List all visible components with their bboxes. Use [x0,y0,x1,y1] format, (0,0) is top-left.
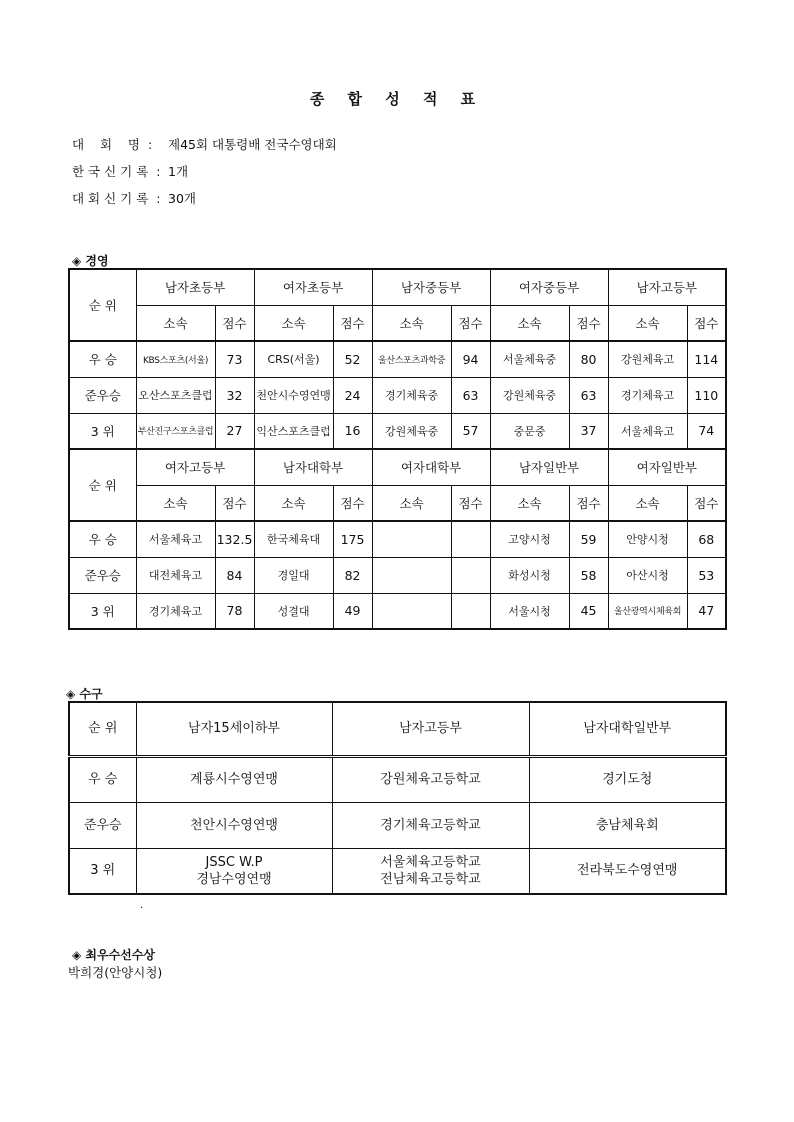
team-subheader: 소속 [372,485,451,521]
info-label: 대 회 명 : [72,137,153,152]
rank-cell: 3 위 [69,413,136,449]
division-header: 남자일반부 [490,449,608,485]
score-cell: 73 [215,341,254,377]
team-cell: 경기체육고 [136,593,215,629]
score-cell: 47 [687,593,726,629]
rank-cell: 우 승 [69,341,136,377]
score-subheader: 점수 [451,305,490,341]
waterpolo-results-table [68,701,727,895]
rank-header: 순 위 [69,449,136,521]
team-cell: 경일대 [254,557,333,593]
table-row [69,341,726,377]
team-cell: 대전체육고 [136,557,215,593]
info-row-meet-record [72,189,196,207]
score-cell: 80 [569,341,608,377]
division-header: 여자대학부 [372,449,490,485]
team-cell [136,848,332,894]
info-label: 한 국 신 기 록 : [72,164,161,179]
rank-cell: 우 승 [69,756,136,802]
rank-cell: 3 위 [69,593,136,629]
score-subheader: 점수 [569,305,608,341]
team-cell: 강원체육고 [608,341,687,377]
score-subheader: 점수 [215,485,254,521]
team-cell: 서울체육중 [490,341,569,377]
team-cell: 경기체육고등학교 [332,802,529,848]
table-row [69,413,726,449]
team-line: 경남수영연맹 [196,871,272,887]
team-cell: 강원체육중 [490,377,569,413]
score-cell [451,557,490,593]
team-line: 전남체육고등학교 [380,871,481,887]
team-cell: CRS(서울) [254,341,333,377]
info-row-national-record [72,162,188,180]
team-cell [332,848,529,894]
division-header: 남자15세이하부 [136,702,332,756]
info-value: 제45회 대통령배 전국수영대회 [168,137,337,152]
score-cell: 49 [333,593,372,629]
stray-mark: . [140,900,144,911]
swimming-heading: ◈ 경영 [72,254,109,268]
score-cell: 110 [687,377,726,413]
team-cell: 경기체육중 [372,377,451,413]
division-header: 남자고등부 [332,702,529,756]
page-title: 종 합 성 적 표 [309,90,485,108]
mvp-name: 박희경(안양시청) [68,965,163,980]
score-cell: 16 [333,413,372,449]
team-cell: 한국체육대 [254,521,333,557]
team-subheader: 소속 [254,485,333,521]
division-header: 남자대학부 [254,449,372,485]
rank-cell: 준우승 [69,802,136,848]
score-cell: 175 [333,521,372,557]
score-subheader: 점수 [333,485,372,521]
team-cell: 오산스포츠클럽 [136,377,215,413]
rank-cell: 준우승 [69,377,136,413]
score-cell: 53 [687,557,726,593]
team-cell: 충남체육회 [529,802,726,848]
team-cell: 전라북도수영연맹 [529,848,726,894]
division-header: 여자초등부 [254,269,372,305]
team-line: 서울체육고등학교 [380,854,481,870]
score-cell: 132.5 [215,521,254,557]
division-header: 남자대학일반부 [529,702,726,756]
team-cell: 성결대 [254,593,333,629]
rank-cell: 3 위 [69,848,136,894]
team-subheader: 소속 [254,305,333,341]
team-subheader: 소속 [490,305,569,341]
score-subheader: 점수 [569,485,608,521]
team-subheader: 소속 [372,305,451,341]
rank-header: 순 위 [69,269,136,341]
rank-cell: 준우승 [69,557,136,593]
division-header: 남자고등부 [608,269,726,305]
score-cell [451,521,490,557]
score-subheader: 점수 [215,305,254,341]
team-cell: 계룡시수영연맹 [136,756,332,802]
team-cell: 천안시수영연맹 [136,802,332,848]
team-cell: KBS스포츠(서울) [136,341,215,377]
team-cell: 아산시청 [608,557,687,593]
team-subheader: 소속 [608,485,687,521]
team-cell: 익산스포츠클럽 [254,413,333,449]
team-subheader: 소속 [608,305,687,341]
score-subheader: 점수 [333,305,372,341]
score-cell: 68 [687,521,726,557]
mvp-heading: ◈ 최우수선수상 [72,948,155,962]
score-cell: 63 [569,377,608,413]
info-value: 1개 [168,164,189,179]
score-cell: 74 [687,413,726,449]
team-subheader: 소속 [136,485,215,521]
score-subheader: 점수 [451,485,490,521]
team-cell: 강원체육고등학교 [332,756,529,802]
waterpolo-heading: ◈ 수구 [66,687,103,701]
score-cell: 45 [569,593,608,629]
score-cell: 32 [215,377,254,413]
score-cell: 63 [451,377,490,413]
team-subheader: 소속 [490,485,569,521]
table-row [69,557,726,593]
score-cell: 82 [333,557,372,593]
team-cell: 화성시청 [490,557,569,593]
swimming-results-table [68,268,727,630]
team-cell [372,521,451,557]
division-header: 여자고등부 [136,449,254,485]
division-header: 남자초등부 [136,269,254,305]
score-cell: 24 [333,377,372,413]
info-value: 30개 [168,191,196,206]
team-cell: 천안시수영연맹 [254,377,333,413]
team-cell: 고양시청 [490,521,569,557]
division-header: 남자중등부 [372,269,490,305]
team-cell: 중문중 [490,413,569,449]
info-row-competition [72,135,337,153]
team-cell [372,593,451,629]
team-cell: 서울체육고 [608,413,687,449]
table-row [69,377,726,413]
team-cell: 경기체육고 [608,377,687,413]
team-cell: 울산스포츠과학중 [372,341,451,377]
score-cell: 52 [333,341,372,377]
rank-header: 순 위 [69,702,136,756]
score-cell: 84 [215,557,254,593]
team-cell: 울산광역시체육회 [608,593,687,629]
score-cell: 59 [569,521,608,557]
table-row [69,593,726,629]
score-cell: 37 [569,413,608,449]
score-cell: 58 [569,557,608,593]
team-cell [372,557,451,593]
team-cell: 서울체육고 [136,521,215,557]
score-cell: 57 [451,413,490,449]
score-subheader: 점수 [687,485,726,521]
score-cell: 94 [451,341,490,377]
team-cell: 경기도청 [529,756,726,802]
table-row [69,802,726,848]
team-cell: 서울시청 [490,593,569,629]
team-cell: 부산진구스포츠클럽 [136,413,215,449]
rank-cell: 우 승 [69,521,136,557]
division-header: 여자중등부 [490,269,608,305]
table-row [69,848,726,894]
score-subheader: 점수 [687,305,726,341]
division-header: 여자일반부 [608,449,726,485]
team-subheader: 소속 [136,305,215,341]
team-cell: 안양시청 [608,521,687,557]
table-row [69,756,726,802]
score-cell: 27 [215,413,254,449]
score-cell: 114 [687,341,726,377]
table-row [69,521,726,557]
team-line: JSSC W.P [205,854,263,870]
score-cell: 78 [215,593,254,629]
info-label: 대 회 신 기 록 : [72,191,161,206]
team-cell: 강원체육중 [372,413,451,449]
score-cell [451,593,490,629]
